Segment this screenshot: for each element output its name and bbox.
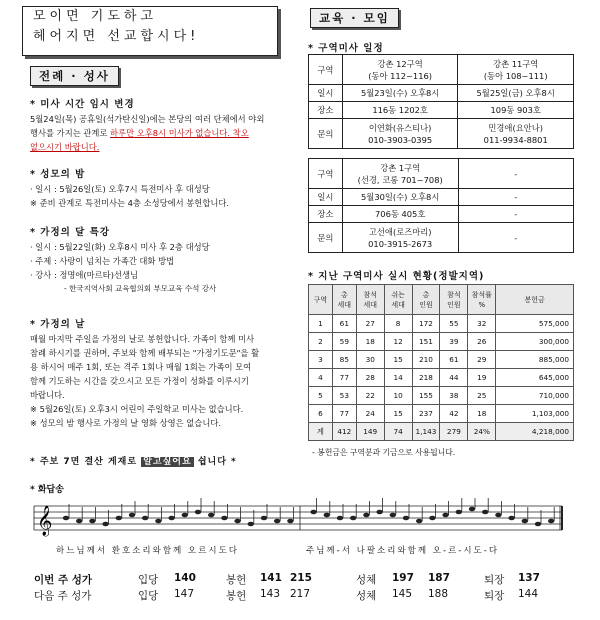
status-cell: 4 [309, 369, 333, 387]
status-cell: 1,143 [412, 423, 440, 441]
district-schedule-table-1 [308, 54, 574, 149]
status-cell: 25 [468, 387, 496, 405]
schedule-row-label: 일시 [309, 189, 343, 206]
status-cell: 18 [356, 333, 384, 351]
schedule-row-label: 장소 [309, 206, 343, 223]
schedule-row [309, 102, 574, 119]
note-head [456, 510, 462, 515]
communion-number-2: 187 [428, 572, 450, 584]
schedule-cell: 116동 1202호 [342, 102, 458, 119]
offertory-number-2: 217 [290, 588, 311, 600]
entrance-number: 140 [174, 572, 196, 584]
schedule-row-label: 문의 [309, 119, 343, 149]
status-cell: 61 [332, 315, 356, 333]
status-cell: 710,000 [496, 387, 574, 405]
offertory-label: 봉헌 [226, 590, 247, 602]
schedule-row [309, 55, 574, 85]
mass-change-line-3: 없으시기 바랍니다. [30, 142, 100, 152]
status-cell: 30 [356, 351, 384, 369]
liturgy-section-header: 전례 · 성사 [30, 66, 119, 86]
note-head [234, 519, 240, 524]
status-cell: 155 [412, 387, 440, 405]
schedule-cell: - [458, 223, 573, 253]
mass-change-line-2: 행사를 가지는 관계로 [30, 128, 111, 138]
title-banner [22, 6, 278, 56]
music-staff [26, 498, 566, 542]
status-row [309, 315, 574, 333]
communion-label: 성체 [356, 590, 377, 602]
status-cell: 55 [440, 315, 468, 333]
status-cell: 885,000 [496, 351, 574, 369]
note-head [274, 519, 280, 524]
schedule-row-label: 구역 [309, 159, 343, 189]
note-head [129, 513, 135, 518]
status-cell: 19 [468, 369, 496, 387]
schedule-cell: 5월23일(수) 오후8시 [342, 85, 458, 102]
note-head [102, 522, 108, 527]
status-cell: 8 [384, 315, 412, 333]
note-head [429, 516, 435, 521]
note-head [548, 519, 554, 524]
family-day-p1: 매월 마지막 주일을 가정의 날로 봉헌합니다. 가족이 함께 미사 [30, 334, 255, 344]
note-head [390, 513, 396, 518]
note-head [522, 519, 528, 524]
schedule-cell: 강촌 12구역 (동아 112~116) [342, 55, 458, 85]
status-cell: 6 [309, 405, 333, 423]
schedule-cell: 고선애(로즈마리) 010-3915-2673 [342, 223, 458, 253]
status-cell: 300,000 [496, 333, 574, 351]
family-lecture-line-2: · 주제 : 사랑이 넘치는 가족간 대화 방법 [30, 256, 175, 266]
offertory-number-1: 143 [260, 588, 281, 600]
note-head [287, 519, 293, 524]
schedule-row [309, 85, 574, 102]
communion-label: 성체 [356, 574, 377, 586]
entrance-label: 입당 [138, 590, 159, 602]
status-cell: 412 [332, 423, 356, 441]
status-header-cell: 봉헌금 [496, 285, 574, 315]
status-cell: 22 [356, 387, 384, 405]
banner-line-1: 모이면 기도하고 [33, 9, 158, 24]
schedule-row [309, 223, 574, 253]
family-lecture-line-3: · 강사 : 정명애(마르타)선생님 [30, 270, 138, 280]
status-cell: 42 [440, 405, 468, 423]
mass-change-line-1: 5월24일(목) 공휴일(석가탄신일)에는 본당의 여러 단체에서 야외 [30, 114, 265, 124]
status-cell: 27 [356, 315, 384, 333]
status-cell: 12 [384, 333, 412, 351]
recession-number: 137 [518, 572, 540, 584]
status-header-cell: 쉬는 세대 [384, 285, 412, 315]
communion-number-1: 145 [392, 588, 413, 600]
note-head [63, 516, 69, 521]
status-cell: 26 [468, 333, 496, 351]
status-cell: 645,000 [496, 369, 574, 387]
hymn-this-week-label: 이번 주 성가 [34, 574, 93, 586]
schedule-row [309, 159, 574, 189]
status-cell: 172 [412, 315, 440, 333]
status-cell: 10 [384, 387, 412, 405]
recession-label: 퇴장 [484, 590, 505, 602]
status-cell: 237 [412, 405, 440, 423]
holy-night-notice: * 성모의 밤 · 일시 : 5월26일(토) 오후7시 특전미사 후 대성당 ※ 준비 관계로 특전미사는 4층 소성당에서 봉헌합니다. [30, 166, 296, 210]
schedule-cell: 109동 903호 [458, 102, 574, 119]
mass-change-notice: * 미사 시간 임시 변경 5월24일(목) 공휴일(석가탄신일)에는 본당의 여러 단체에서 야외 행사를 가지는 관계로 하루만 오후8시 미사가 없습니다. 착오 없으시기 바랍니다. [30, 96, 296, 154]
note-head [350, 516, 356, 521]
status-cell: 28 [356, 369, 384, 387]
status-header-cell: 총 세대 [332, 285, 356, 315]
status-cell: 61 [440, 351, 468, 369]
schedule-row-label: 문의 [309, 223, 343, 253]
family-day-note-1: ※ 5월26일(토) 오후3시 어린이 주일학교 미사는 없습니다. [30, 404, 244, 414]
schedule-cell: 강촌 11구역 (동아 108~111) [458, 55, 574, 85]
schedule-row [309, 189, 574, 206]
status-cell: 1 [309, 315, 333, 333]
schedule-cell: 민경애(요안나) 011-9934-8801 [458, 119, 574, 149]
entrance-number: 147 [174, 588, 195, 600]
schedule-cell: 706동 405호 [342, 206, 458, 223]
status-cell: 15 [384, 405, 412, 423]
family-day-p5: 바랍니다. [30, 390, 65, 400]
family-day-p3: 용 하시어 매주 1회, 또는 격주 1회나 매월 1회는 가족이 모여 [30, 362, 252, 372]
recession-number: 144 [518, 588, 539, 600]
family-day-p2: 참례 하시기를 권하며, 주보와 함께 배부되는 "가정기도문"을 활 [30, 348, 260, 358]
status-cell: 85 [332, 351, 356, 369]
entrance-label: 입당 [138, 574, 159, 586]
mass-change-highlight: 하루만 오후8시 미사가 없습니다. 착오 [110, 128, 249, 138]
schedule-cell: 5월30일(수) 오후8시 [342, 189, 458, 206]
note-head [535, 522, 541, 527]
family-day-title: 가정의 날 [40, 319, 86, 330]
note-head [442, 513, 448, 518]
note-head [221, 516, 227, 521]
status-row [309, 351, 574, 369]
family-lecture-title: 가정의 달 특강 [40, 227, 110, 238]
note-head [89, 519, 95, 524]
lyrics-line-2: 주님께-서 나팔소리와함께 오-르-시도-다 [306, 546, 500, 556]
status-row [309, 333, 574, 351]
schedule-cell: - [458, 189, 573, 206]
bulletin-notice-highlight: 알고싶어요 [143, 457, 192, 467]
status-cell: 53 [332, 387, 356, 405]
note-head [195, 510, 201, 515]
status-cell: 15 [384, 351, 412, 369]
status-header-cell: 구역 [309, 285, 333, 315]
note-head [416, 519, 422, 524]
note-head [508, 516, 514, 521]
note-head [261, 516, 267, 521]
holy-night-line-2: ※ 준비 관계로 특전미사는 4층 소성당에서 봉헌합니다. [30, 198, 230, 208]
schedule-cell: 이연화(유스티나) 010-3903-0395 [342, 119, 458, 149]
status-cell: 39 [440, 333, 468, 351]
family-day-notice: * 가정의 날 매월 마지막 주일을 가정의 날로 봉헌합니다. 가족이 함께 미사 참례 하시기를 권하며, 주보와 함께 배부되는 "가정기도문"을 활 용 하시어 매주 1회, 또는 격주 1회나 매월 1회는 가족이 모여 함께 기도하는 시간을 갖으시고 모든 가정이 성화를 이루시기 바랍니다. ※ 5월26일(토) 오후3시 어린이 주일학교 미사는 없습니다. ※ 성모의 밤 행사로 가정의 날 영화 상영은 없습니다. [30, 316, 298, 430]
note-head [142, 516, 148, 521]
note-head [495, 513, 501, 518]
status-cell: 218 [412, 369, 440, 387]
schedule-row-label: 구역 [309, 55, 343, 85]
status-cell: 5 [309, 387, 333, 405]
status-cell: 38 [440, 387, 468, 405]
status-header-cell: 참석 인원 [440, 285, 468, 315]
family-day-note-2: ※ 성모의 밤 행사로 가정의 날 영화 상영은 없습니다. [30, 418, 221, 428]
recession-label: 퇴장 [484, 574, 505, 586]
mass-change-title: 미사 시간 임시 변경 [40, 99, 135, 110]
note-head [310, 510, 316, 515]
holy-night-line-1: · 일시 : 5월26일(토) 오후7시 특전미사 후 대성당 [30, 184, 210, 194]
status-row [309, 405, 574, 423]
schedule-cell: - [458, 206, 573, 223]
bulletin-notice-after: 쉽니다 [197, 457, 227, 467]
status-cell: 1,103,000 [496, 405, 574, 423]
note-head [482, 510, 488, 515]
district-schedule-table-2 [308, 158, 574, 253]
note-head [116, 516, 122, 521]
family-lecture-notice: * 가정의 달 특강 · 일시 : 5월22일(화) 오후8시 미사 후 2층 대성당 · 주제 : 사랑이 넘치는 가족간 대화 방법 · 강사 : 정명애(마르타)선생님 - 한국지역사회 교육협의회 부모교육 수석 강사 [30, 224, 296, 296]
status-cell: 29 [468, 351, 496, 369]
schedule-cell: 5월25일(금) 오후8시 [458, 85, 574, 102]
district-status-table [308, 284, 574, 441]
status-cell: 계 [309, 423, 333, 441]
communion-number-1: 197 [392, 572, 414, 584]
status-header-cell: 총 인원 [412, 285, 440, 315]
family-lecture-line-4: - 한국지역사회 교육협의회 부모교육 수석 강사 [64, 284, 217, 293]
note-head [168, 516, 174, 521]
status-cell: 59 [332, 333, 356, 351]
bulletin-notice: * 주보 7면 결산 게재로 알고싶어요 쉽니다 * [30, 457, 237, 467]
schedule-cell: - [458, 159, 573, 189]
bulletin-notice-before: 주보 7면 결산 게재로 [39, 457, 138, 467]
status-row [309, 387, 574, 405]
note-head [182, 513, 188, 518]
status-cell: 210 [412, 351, 440, 369]
note-head [208, 513, 214, 518]
offertory-number-1: 141 [260, 572, 282, 584]
offertory-label: 봉헌 [226, 574, 247, 586]
status-note: - 봉헌금은 구역분과 기금으로 사용됩니다. [312, 448, 456, 457]
status-cell: 14 [384, 369, 412, 387]
status-cell: 2 [309, 333, 333, 351]
lyrics-line-1: 하느님께서 환호소리와함께 오르시도다 [56, 546, 239, 556]
status-cell: 74 [384, 423, 412, 441]
status-header-cell: 참석 세대 [356, 285, 384, 315]
note-head [76, 519, 82, 524]
status-cell: 44 [440, 369, 468, 387]
family-lecture-line-1: · 일시 : 5월22일(화) 오후8시 미사 후 2층 대성당 [30, 242, 210, 252]
status-row [309, 423, 574, 441]
education-section-header: 교육 · 모임 [310, 8, 399, 28]
schedule-cell: 강촌 1구역 (선경, 코롱 701~708) [342, 159, 458, 189]
status-cell: 24% [468, 423, 496, 441]
schedule-row-label: 장소 [309, 102, 343, 119]
note-head [155, 519, 161, 524]
status-cell: 4,218,000 [496, 423, 574, 441]
offertory-number-2: 215 [290, 572, 312, 584]
note-head [324, 513, 330, 518]
note-head [376, 510, 382, 515]
status-cell: 575,000 [496, 315, 574, 333]
note-head [337, 516, 343, 521]
status-cell: 77 [332, 405, 356, 423]
status-header-row [309, 285, 574, 315]
status-cell: 18 [468, 405, 496, 423]
schedule-row-label: 일시 [309, 85, 343, 102]
family-day-p4: 함께 기도하는 시간을 갖으시고 모든 가정이 성화를 이루시기 [30, 376, 249, 386]
note-head [403, 516, 409, 521]
treble-clef-icon: 𝄞 [37, 506, 53, 536]
hymn-next-week-label: 다음 주 성가 [34, 590, 92, 602]
communion-number-2: 188 [428, 588, 449, 600]
holy-night-title: 성모의 밤 [40, 169, 86, 180]
status-cell: 77 [332, 369, 356, 387]
status-cell: 279 [440, 423, 468, 441]
status-row [309, 369, 574, 387]
note-head [469, 507, 475, 512]
status-cell: 24 [356, 405, 384, 423]
status-header-cell: 참석률 % [468, 285, 496, 315]
note-head [248, 522, 254, 527]
schedule-row [309, 206, 574, 223]
status-cell: 151 [412, 333, 440, 351]
banner-line-2: 헤어지면 선교합시다! [33, 29, 200, 44]
status-cell: 32 [468, 315, 496, 333]
status-title: 지난 구역미사 실시 현황(정발지역) [318, 271, 485, 282]
schedule-row [309, 119, 574, 149]
response-song-title: 화답송 [37, 485, 64, 495]
status-cell: 149 [356, 423, 384, 441]
note-head [363, 513, 369, 518]
district-mass-title: 구역미사 일정 [318, 43, 384, 54]
status-cell: 3 [309, 351, 333, 369]
